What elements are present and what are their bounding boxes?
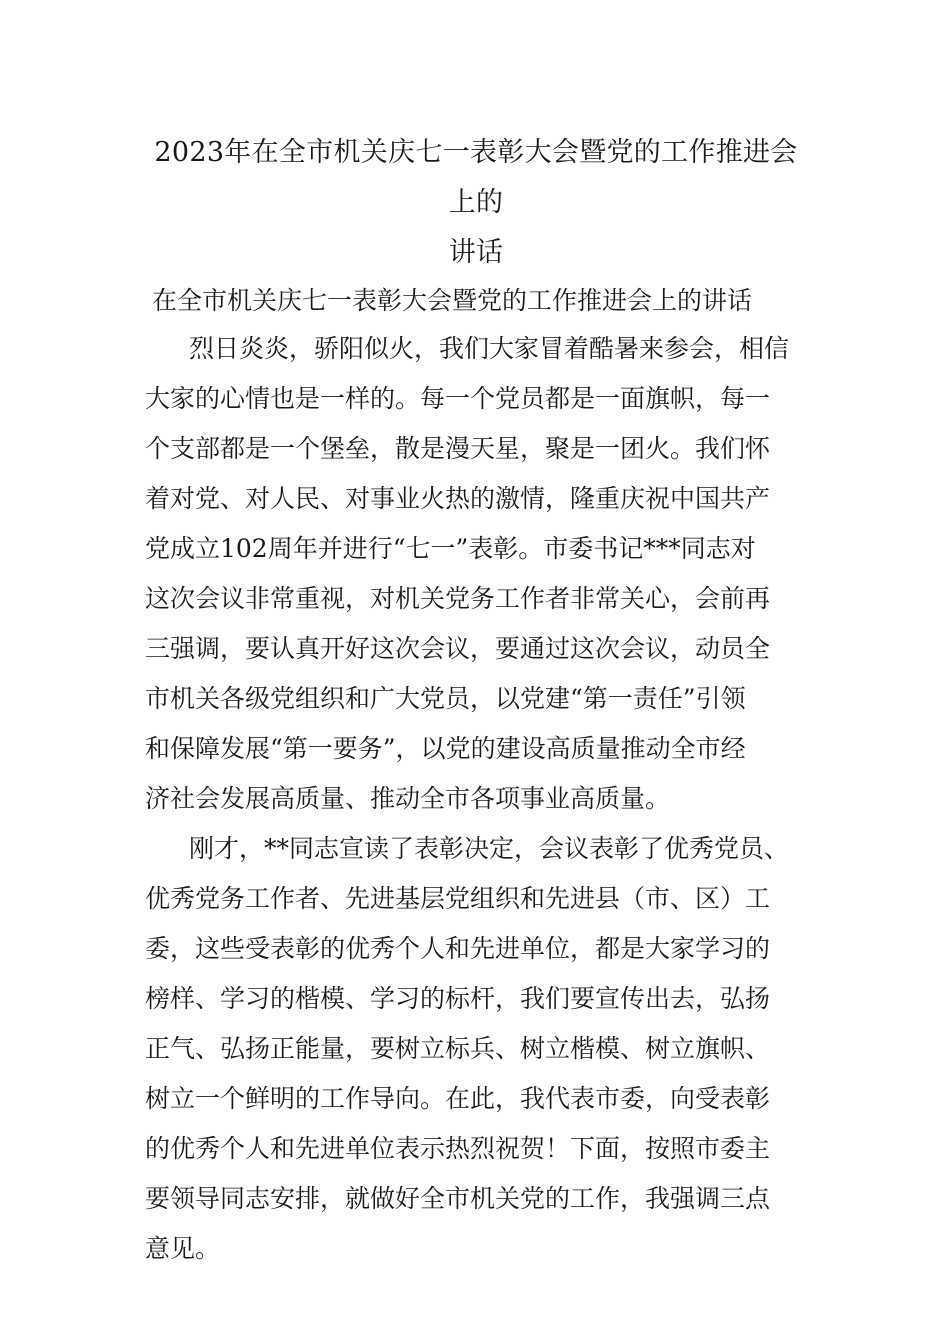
paragraph (145, 824, 807, 1274)
paragraph-line: 要领导同志安排，就做好全市机关党的工作，我强调三点 (145, 1184, 771, 1213)
document-title (145, 128, 807, 278)
paragraph-line: 委，这些受表彰的优秀个人和先进单位，都是大家学习的 (145, 934, 771, 963)
paragraph-line: 济社会发展高质量、推动全市各项事业高质量。 (145, 784, 671, 813)
paragraph-line: 优秀党务工作者、先进基层党组织和先进县（市、区）工 (145, 884, 771, 913)
paragraph-line: 党成立102周年并进行“七一”表彰。市委书记***同志对 (145, 534, 756, 563)
paragraph (145, 324, 807, 824)
paragraph-line: 烈日炎炎，骄阳似火，我们大家冒着酷暑来参会，相信 (189, 334, 790, 363)
paragraph-line: 正气、弘扬正能量，要树立标兵、树立楷模、树立旗帜、 (145, 1034, 771, 1063)
paragraph-line: 市机关各级党组织和广大党员，以党建“第一责任”引领 (145, 684, 746, 713)
title-line: 讲话 (448, 237, 504, 268)
paragraph-line: 这次会议非常重视，对机关党务工作者非常关心，会前再 (145, 584, 771, 613)
paragraph-line: 三强调，要认真开好这次会议，要通过这次会议，动员全 (145, 634, 771, 663)
document-page (145, 128, 807, 1274)
paragraph-line: 大家的心情也是一样的。每一个党员都是一面旗帜，每一 (145, 384, 771, 413)
paragraph-line: 的优秀个人和先进单位表示热烈祝贺！下面，按照市委主 (145, 1134, 771, 1163)
paragraph-line: 个支部都是一个堡垒，散是漫天星，聚是一团火。我们怀 (145, 434, 771, 463)
paragraph-line: 和保障发展“第一要务”，以党的建设高质量推动全市经 (145, 734, 746, 763)
paragraph-line: 树立一个鲜明的工作导向。在此，我代表市委，向受表彰 (145, 1084, 771, 1113)
document-subtitle: 在全市机关庆七一表彰大会暨党的工作推进会上的讲话 (152, 286, 753, 315)
paragraph-line: 意见。 (145, 1234, 221, 1263)
title-line: 2023年在全市机关庆七一表彰大会暨党的工作推进会上的 (154, 137, 798, 218)
paragraph-line: 刚才，**同志宣读了表彰决定，会议表彰了优秀党员、 (189, 834, 790, 863)
paragraph-line: 着对党、对人民、对事业火热的激情，隆重庆祝中国共产 (145, 484, 771, 513)
paragraph-line: 榜样、学习的楷模、学习的标杆，我们要宣传出去，弘扬 (145, 984, 771, 1013)
